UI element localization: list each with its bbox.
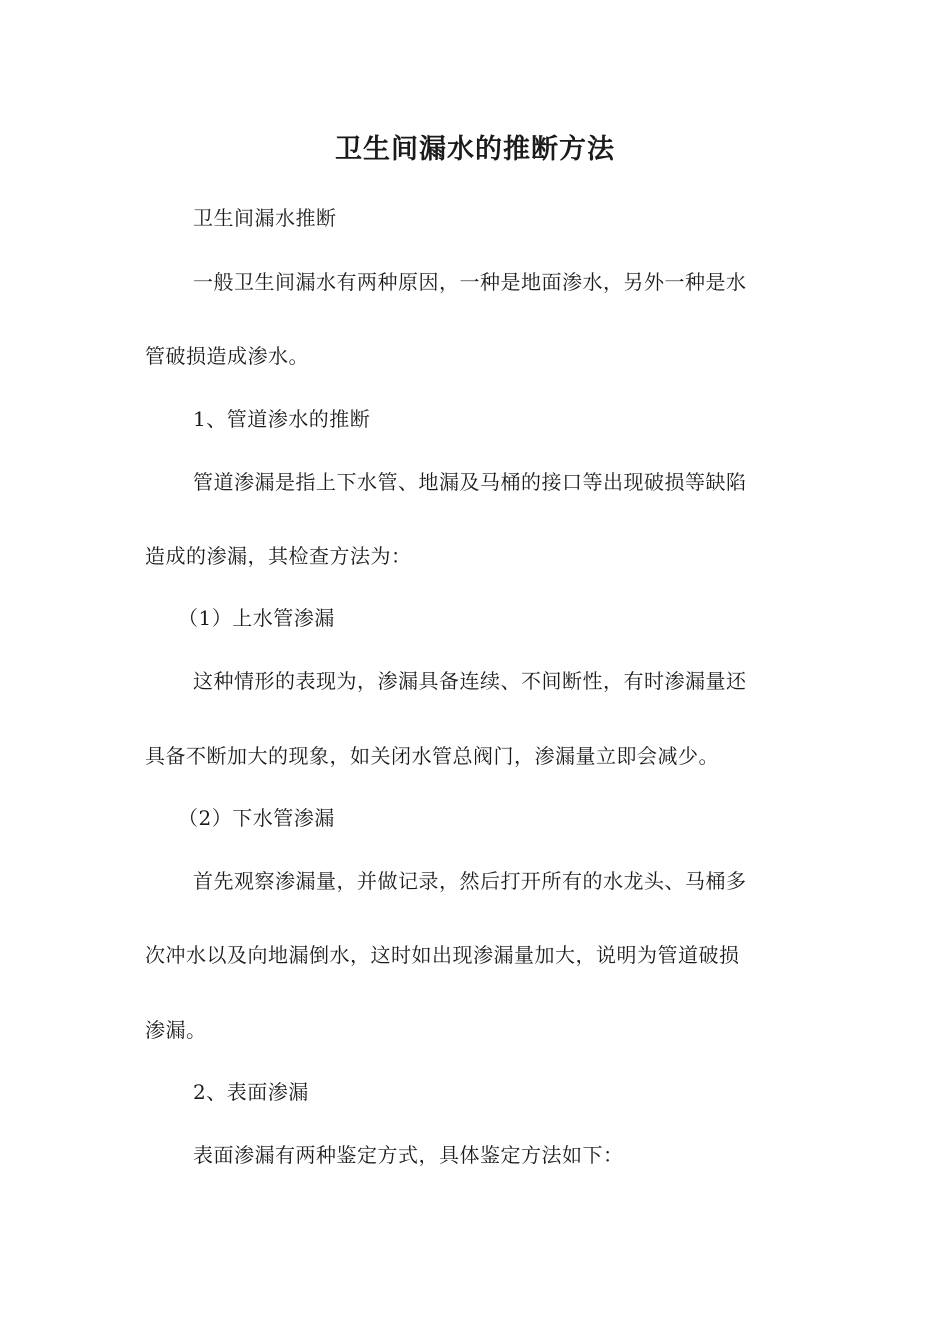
section-heading: 卫生间漏水推断: [193, 206, 337, 230]
section-heading: 2、表面渗漏: [193, 1080, 309, 1104]
paragraph-line: 渗漏。: [145, 1018, 207, 1042]
paragraph-line: 这种情形的表现为，渗漏具备连续、不间断性，有时渗漏量还: [193, 669, 747, 693]
paragraph-line: 造成的渗漏，其检查方法为：: [145, 544, 412, 568]
paragraph-line: 管道渗漏是指上下水管、地漏及马桶的接口等出现破损等缺陷: [193, 470, 747, 494]
paragraph-line: 具备不断加大的现象，如关闭水管总阀门，渗漏量立即会减少。: [145, 744, 719, 768]
subsection-heading: （2）下水管渗漏: [178, 806, 335, 830]
paragraph-line: 首先观察渗漏量，并做记录，然后打开所有的水龙头、马桶多: [193, 869, 747, 893]
subsection-heading: （1）上水管渗漏: [178, 606, 335, 630]
paragraph-line: 一般卫生间漏水有两种原因，一种是地面渗水，另外一种是水: [193, 270, 747, 294]
paragraph-line: 管破损造成渗水。: [145, 344, 309, 368]
document-title: 卫生间漏水的推断方法: [335, 134, 615, 165]
section-heading: 1、管道渗水的推断: [193, 407, 371, 431]
paragraph-line: 表面渗漏有两种鉴定方式，具体鉴定方法如下：: [193, 1143, 624, 1167]
paragraph-line: 次冲水以及向地漏倒水，这时如出现渗漏量加大，说明为管道破损: [145, 943, 740, 967]
